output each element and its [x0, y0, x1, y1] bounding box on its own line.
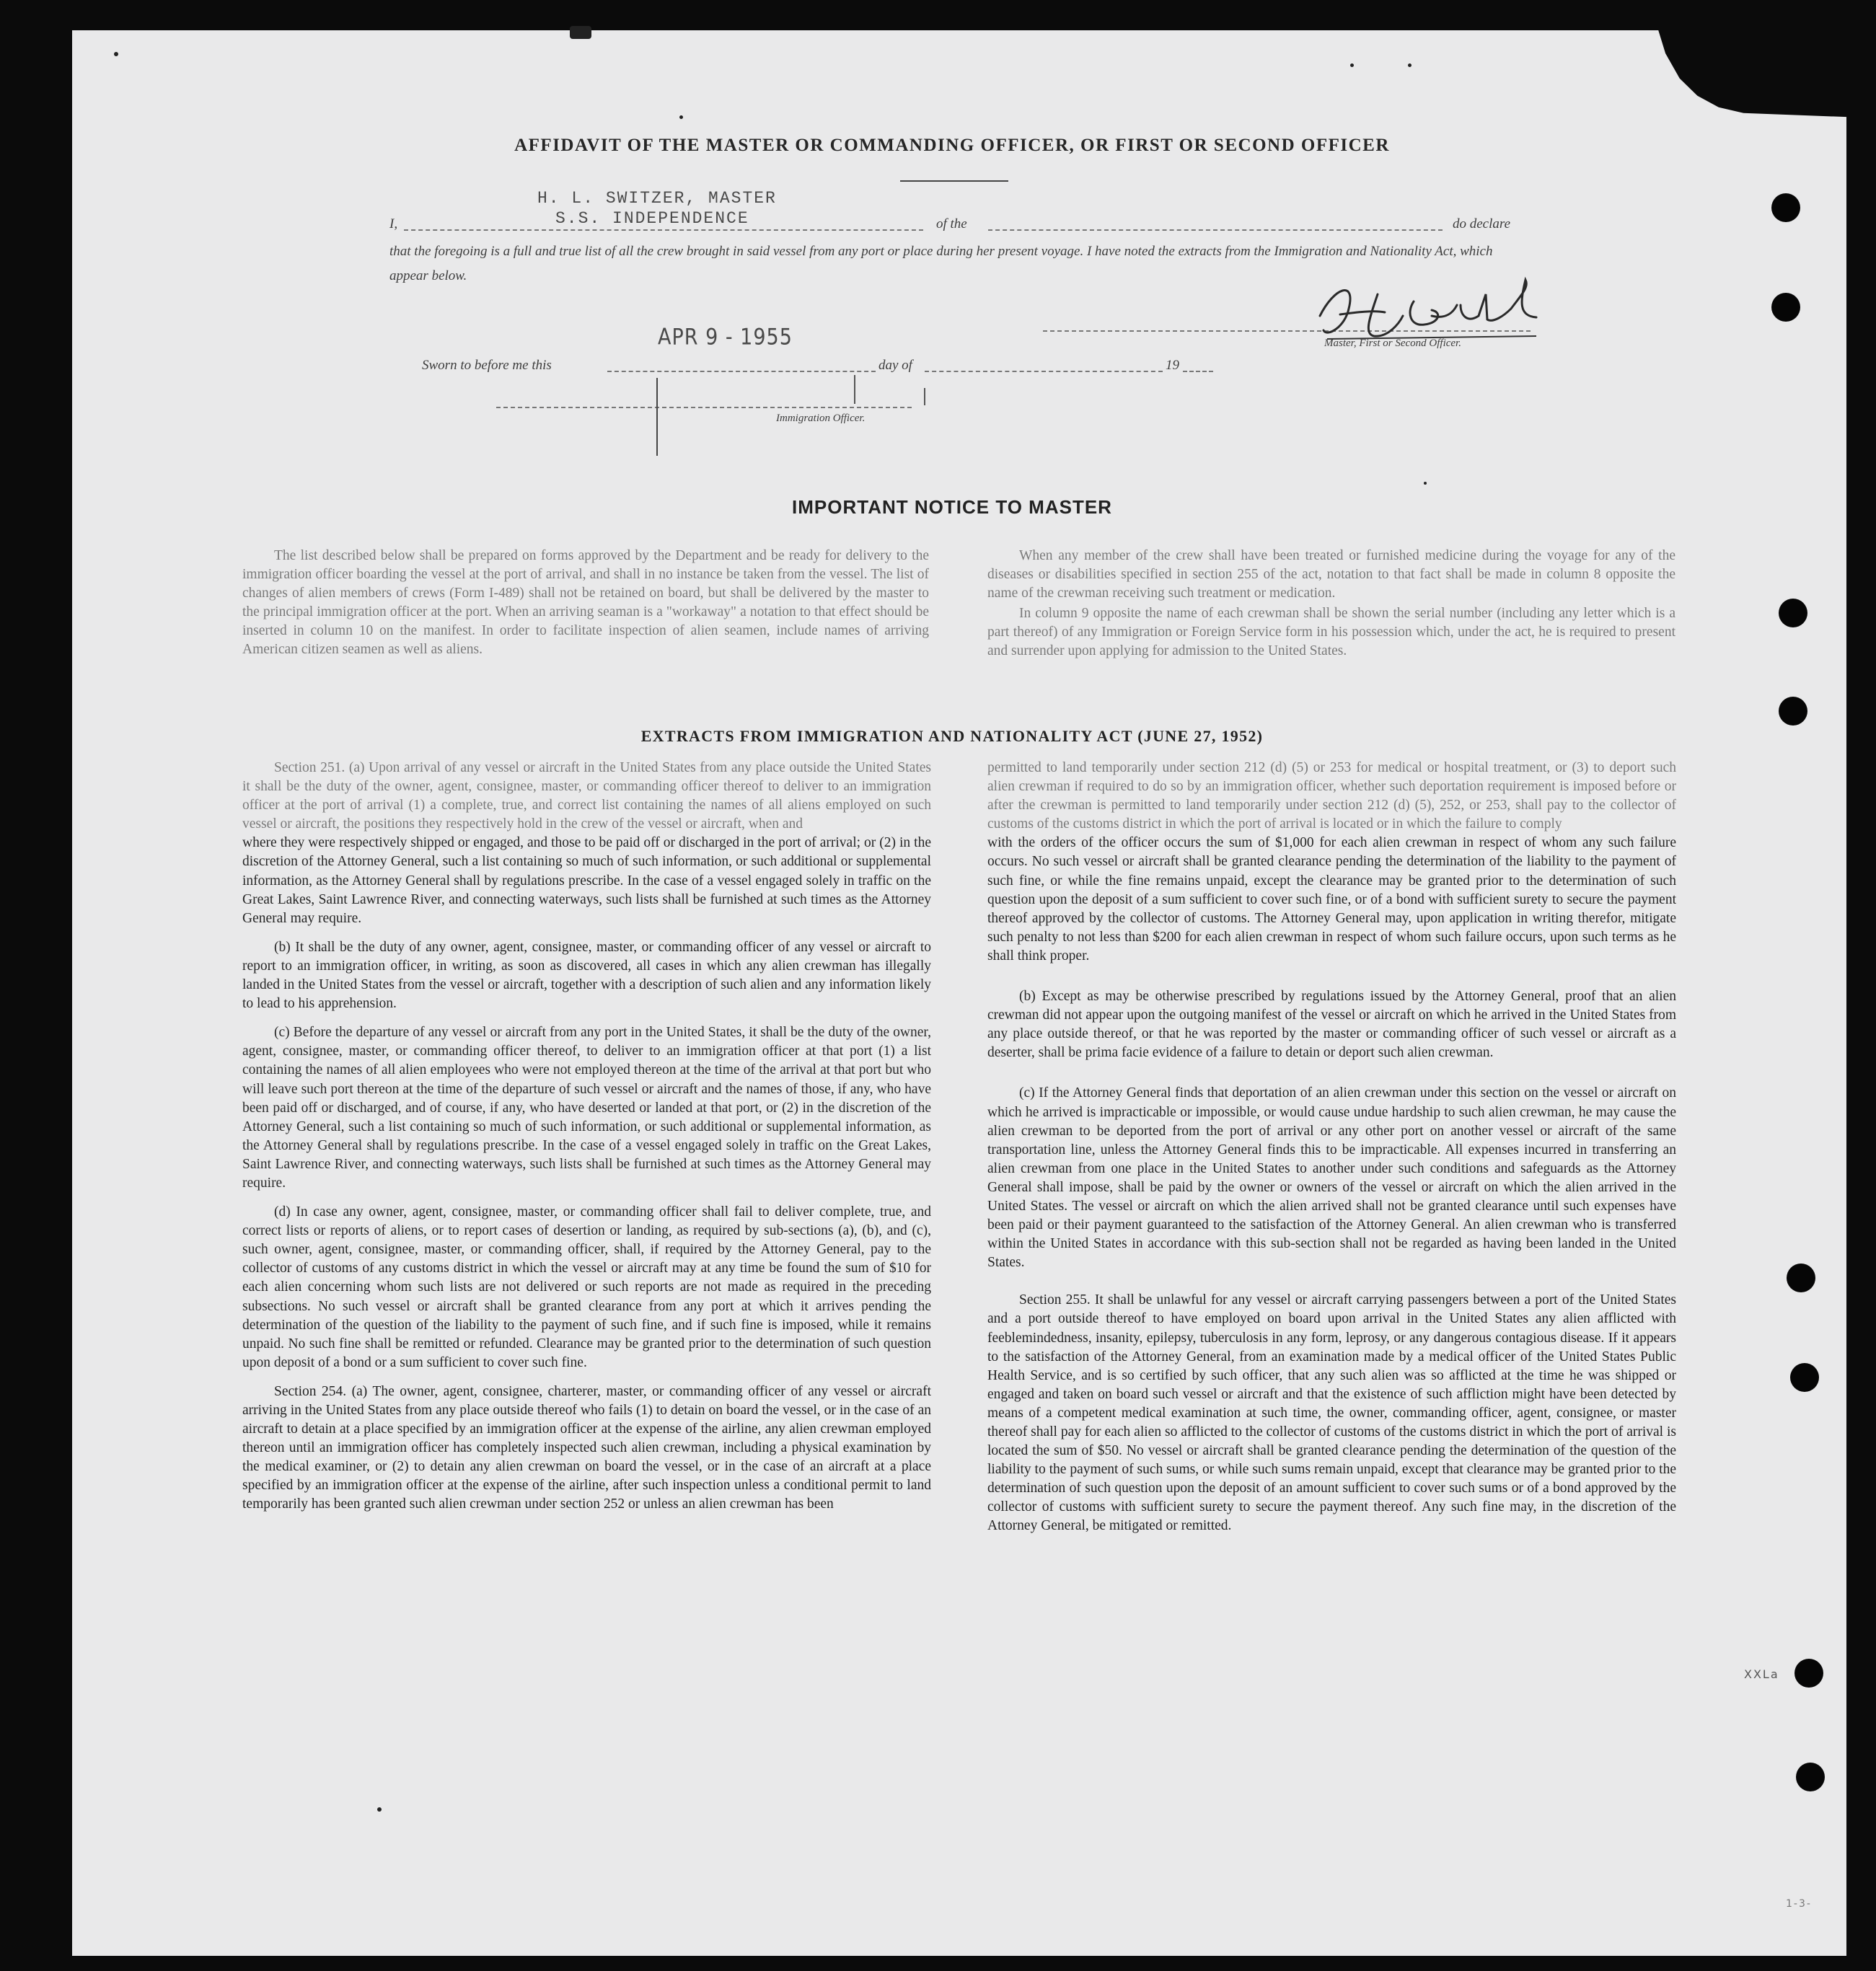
- name-line: [404, 229, 923, 231]
- extracts-left-column: [242, 759, 931, 1525]
- scan-speck: [1350, 63, 1354, 67]
- section-251-c: (c) Before the departure of any vessel or aircraft from any port in the United States, it shall be the duty of the owner, agent, consignee, master, or commanding officer thereof, to deliver to an immigration officer at that port (1) a list containing the names of all alien employees who were not employed thereon at the time of the arrival at that port but who will leave such port thereon at the time of the departure of such vessel or aircraft and the names of those, if any, who have been paid off or discharged, and of course, if any, who have deserted or landed at that port, or (2) in the discretion of the Attorney General, such a list containing so much of such information, or such additional or supplemental information, as the Attorney General shall by regulations prescribe. In the case of a vessel engaged solely in traffic on the Great Lakes, Saint Lawrence River, and connecting waterways, such lists shall be furnished at such times as the Attorney General may require.: [242, 1025, 931, 1191]
- margin-side-print: XXLa: [1744, 1667, 1779, 1681]
- affidavit-title: AFFIDAVIT OF THE MASTER OR COMMANDING OFFICER, OR FIRST OR SECOND OFFICER: [514, 136, 1390, 155]
- scan-speck: [114, 52, 118, 56]
- section-254-a-cont-dark: with the orders of the officer occurs the sum of $1,000 for each alien crewman in respect of whom any such failure occurs. No such vessel or aircraft shall be granted clearance pending the determination of the liability to the payment of such fine, or while the fine remains unpaid, except the clearance may be granted prior to the determination of such question upon the deposit of a sum sufficient to cover such fine, or of a bond with sufficient surety to secure the payment thereof approved by the collector of customs. The Attorney General may, upon application in writing therefor, mitigate such penalty to not less than $200 for each alien crewman in respect of whom such failure occurs, upon such terms as he shall think proper.: [987, 835, 1676, 964]
- stamp-mark: [854, 375, 855, 404]
- day-of-label: day of: [878, 358, 912, 373]
- binder-hole: [1787, 1264, 1815, 1292]
- notice-right-paragraph-1: When any member of the crew shall have been treated or furnished medicine during the voyage for any of the diseases or disabilities specified in section 255 of the act, notation to that fact shall be made in column 8 opposite the name of the crewman receiving such treatment or medication.: [987, 548, 1675, 601]
- margin-corner-mark: 1-3-: [1786, 1898, 1812, 1910]
- binder-hole: [1771, 193, 1800, 222]
- notice-right-paragraph-2: In column 9 opposite the name of each crewman shall be shown the serial number (including any letter which is a part thereof) of any Immigration or Foreign Service form in his possession which, under the act, he is required to present and surrender upon applying for admission to the United States.: [987, 606, 1675, 659]
- declaration-text: that the foregoing is a full and true list of all the crew brought in said vessel from any port or place during her present voyage. I have noted the extracts from the Immigration and Nationality Act, which appear below.: [389, 244, 1493, 283]
- signature-caption: Master, First or Second Officer.: [1324, 338, 1461, 349]
- notice-left-column: [242, 547, 929, 670]
- stamp-mark: [924, 388, 925, 405]
- stamp-mark: [656, 378, 658, 456]
- section-251-b: (b) It shall be the duty of any owner, agent, consignee, master, or commanding officer of any vessel or aircraft to report to an immigration officer, in writing, as soon as discovered, all cases in which any alien crewman has illegally landed in the United States from the vessel or aircraft, together with a description of such alien and any information likely to lead to his apprehension.: [242, 939, 931, 1012]
- scan-speck: [1424, 482, 1427, 485]
- typed-vessel-name: S.S. INDEPENDENCE: [555, 209, 749, 228]
- scan-speck: [570, 26, 591, 39]
- binder-hole: [1796, 1763, 1825, 1791]
- vessel-line: [988, 229, 1443, 231]
- section-251-a-light: Section 251. (a) Upon arrival of any vessel or aircraft in the United States from any place outside the United States it shall be the duty of the owner, agent, consignee, master, or commanding officer thereof to deliver to an immigration officer at the port of arrival (1) a complete, true, and correct list containing the names of all aliens employed on such vessel or aircraft, the positions they respectively hold in the crew of the vessel or aircraft, when and: [242, 760, 931, 832]
- immigration-officer-caption: Immigration Officer.: [776, 413, 866, 424]
- officer-line: [496, 407, 912, 408]
- notice-title: IMPORTANT NOTICE TO MASTER: [792, 496, 1112, 518]
- year-prefix: 19: [1166, 358, 1179, 373]
- notice-left-paragraph: The list described below shall be prepared on forms approved by the Department and be ready for delivery to the immigration officer boarding the vessel at the port of arrival, and shall in no instance be taken from the vessel. The list of changes of alien members of crews (Form I-489) shall not be retained on board, but shall be delivered by the master to the principal immigration officer at the port. When an arriving seaman is a "workaway" a notation to that effect should be inserted in column 10 on the manifest. In order to facilitate inspection of alien seamen, include names of arriving American citizen seamen as well as aliens.: [242, 548, 929, 658]
- binder-hole: [1779, 697, 1807, 726]
- binder-hole: [1794, 1659, 1823, 1688]
- sworn-day-line: [607, 371, 876, 372]
- declare-pronoun: I,: [389, 216, 398, 232]
- of-the-label: of the: [936, 216, 967, 232]
- title-rule: [900, 180, 1008, 182]
- do-declare-label: do declare: [1453, 216, 1511, 232]
- section-255: Section 255. It shall be unlawful for any vessel or aircraft carrying passengers between a port of the United States and a port outside thereof to have employed on board upon arrival in the United States any alien afflicted with feeblemindedness, insanity, epilepsy, tuberculosis in any form, leprosy, or any dangerous contagious disease. If it appears to the satisfaction of the Attorney General, from an examination made by a medical officer of the United States Public Health Service, and is so certified by such officer, that any such alien was so afflicted at the time he was shipped or engaged and taken on board such vessel or aircraft and that the existence of such affliction might have been detected by means of a competent medical examination at such time, the owner, commanding officer, agent, consignee, or master thereof shall pay for each alien so afflicted to the collector of customs of the customs district in which the port of arrival is located the sum of $50. No vessel or aircraft shall be granted clearance pending the determination of the question of the liability to the payment of such sums, or while such sums remain unpaid, except that clearance may be granted prior to the determination of such question upon the deposit of an amount sufficient to cover such sums or of a bond approved by the collector of customs with sufficient surety to secure the payment thereof. Any such fine may, in the discretion of the Attorney General, be mitigated or remitted.: [987, 1292, 1676, 1534]
- date-stamp: APR 9 - 1955: [658, 324, 793, 350]
- section-254-b: (b) Except as may be otherwise prescribed by regulations issued by the Attorney General, proof that an alien crewman did not appear upon the outgoing manifest of the vessel or aircraft on which he arrived in the United States from any place outside thereof, or that he was reported by the master or commanding officer of such vessel or aircraft as a deserter, shall be prima facie evidence of a failure to detain or deport such alien crewman.: [987, 989, 1676, 1061]
- section-251-a-dark: where they were respectively shipped or engaged, and those to be paid off or discharged in the port of arrival; or (2) in the discretion of the Attorney General, such a list containing so much of such information, or such additional or supplemental information, as the Attorney General shall by regulations prescribe. In the case of a vessel engaged solely in traffic on the Great Lakes, Saint Lawrence River, and connecting waterways, such lists shall be furnished at such times as the Attorney General may require.: [242, 835, 931, 926]
- binder-hole: [1790, 1363, 1819, 1392]
- sworn-month-line: [925, 371, 1163, 372]
- binder-hole: [1771, 293, 1800, 322]
- section-254-c: (c) If the Attorney General finds that deportation of an alien crewman under this section on the vessel or aircraft on which he arrived is impracticable or impossible, or would cause undue hardship to such alien crewman, he may cause the alien crewman to be deported from the port of arrival or any other port on another vessel or aircraft of the same transportation line, unless the Attorney General finds this to be impracticable. All expenses incurred in transferring an alien crewman from one place in the United States to another under such conditions and safeguards as the Attorney General shall impose, shall be paid by the owner or owners of the vessel or aircraft on which the alien arrived in the United States. The vessel or aircraft on which the alien arrived shall not be granted clearance until such expenses have been paid or their payment guaranteed to the satisfaction of the Attorney General. An alien crewman who is transferred within the United States in accordance with this sub-section shall not be regarded as having been landed in the United States.: [987, 1085, 1676, 1271]
- section-254-a-cont-light: permitted to land temporarily under section 212 (d) (5) or 253 for medical or hospital treatment, or (3) to deport such alien crewman if required to do so by an immigration officer, whether such deportation requirement is imposed before or after the crewman is permitted to land temporarily under section 212 (d) (5), 252, or 253, shall pay to the collector of customs of the customs district in which the port of arrival is located or in which the failure to comply: [987, 760, 1676, 832]
- extracts-right-column: [987, 759, 1676, 1546]
- sworn-label: Sworn to before me this: [422, 358, 552, 373]
- binder-hole: [1779, 599, 1807, 627]
- notice-right-column: [987, 547, 1675, 671]
- scan-speck: [377, 1807, 382, 1812]
- year-line: [1183, 371, 1213, 372]
- section-254-a: Section 254. (a) The owner, agent, consignee, charterer, master, or commanding officer of any vessel or aircraft arriving in the United States from any place outside thereof who fails (1) to detain on board the vessel, or in the case of an aircraft to detain at a place specified by an immigration officer at the expense of the airline, any alien crewman employed thereon until an immigration officer has completely inspected such alien crewman, including a physical examination by the medical examiner, or (2) to detain any alien crewman on board the vessel, or in the case of an aircraft at a place specified by an immigration officer at the expense of the airline, after such inspection unless a conditional permit to land temporarily has been granted such alien crewman under section 252 or unless an alien crewman has been: [242, 1383, 931, 1512]
- extracts-title: EXTRACTS FROM IMMIGRATION AND NATIONALITY ACT (JUNE 27, 1952): [640, 727, 1264, 745]
- section-251-d: (d) In case any owner, agent, consignee, master, or commanding officer shall fail to deliver complete, true, and correct lists or reports of aliens, or to report cases of desertion or landing, as required by sub-sections (a), (b), and (c), such owner, agent, consignee, master, or commanding officer, shall, if required by the Attorney General, pay to the collector of customs of any customs district in which the vessel or aircraft may at any time be found the sum of $10 for each alien concerning whom such lists are not delivered or such reports are not made as required in the preceding subsections. No such vessel or aircraft shall be granted clearance from any port at which it arrives pending the determination of the question of the liability to the payment of such fine, and if such fine is imposed, while it remains unpaid. No such fine shall be remitted or refunded. Clearance may be granted prior to the determination of such question upon deposit of a bond or a sum sufficient to cover such fine.: [242, 1204, 931, 1370]
- scan-speck: [679, 115, 683, 119]
- scan-speck: [1408, 63, 1412, 67]
- typed-master-name: H. L. SWITZER, MASTER: [537, 189, 777, 208]
